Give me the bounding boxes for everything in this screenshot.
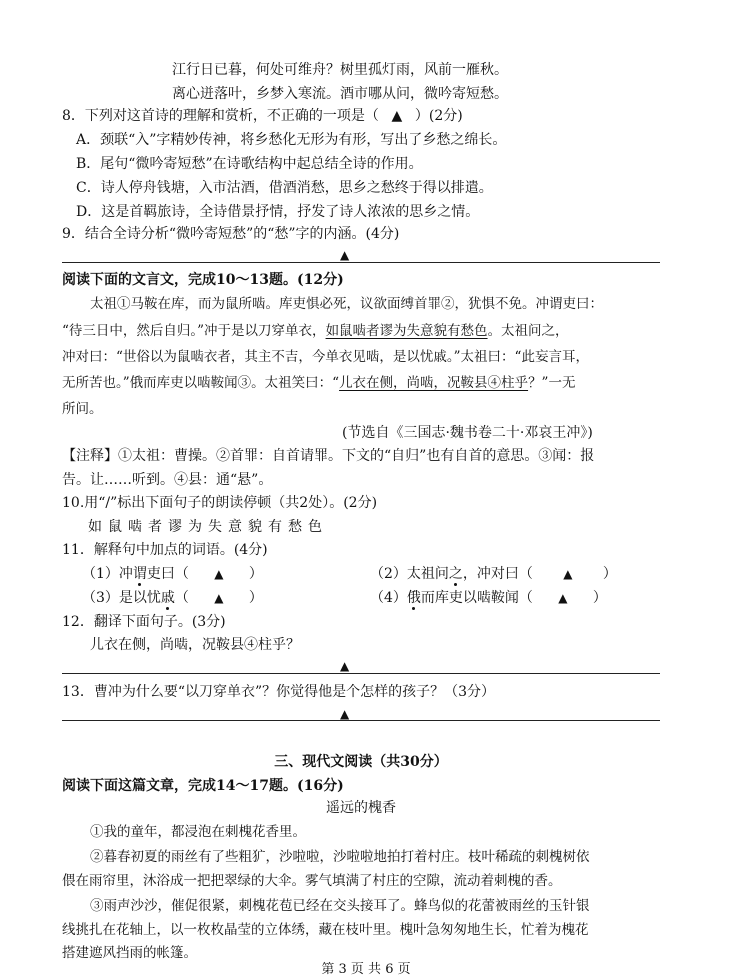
- article-paragraph-3-line-c: 搭建遮风挡雨的帐篷。: [62, 945, 197, 961]
- answer-mark: ▲: [340, 707, 350, 721]
- q11-item-4: [370, 588, 607, 608]
- item-text: ）: [248, 590, 263, 606]
- classical-note-1: 【注释】①太祖：曹操。②首罪：自首请罪。下文的“自归”也有自首的意思。③闻：报: [62, 448, 595, 464]
- classical-note-2: 告。让……听到。④县：通“悬”。: [62, 472, 273, 488]
- answer-mark: ▲: [391, 108, 403, 124]
- q8-option-b: B．尾句“微吟寄短愁”在诗歌结构中起总结全诗的作用。: [76, 156, 423, 172]
- poem-line-2: 离心迸落叶，乡梦入寒流。酒市哪从问，微吟寄短愁。: [172, 86, 508, 102]
- answer-mark: ▲: [340, 248, 350, 262]
- underlined-sentence: 儿衣在侧，尚啮，况鞍县④柱乎: [339, 375, 529, 391]
- section-title: 三、现代文阅读（共30分）: [274, 754, 448, 770]
- answer-line: [62, 262, 660, 263]
- item-text: （2）太祖问: [370, 566, 449, 582]
- item-text: （: [174, 590, 189, 606]
- question-9: 9．结合全诗分析“微吟寄短愁”的“愁”字的内涵。(4分): [62, 226, 400, 242]
- question-8-stem: 8．下列对这首诗的理解和赏析，不正确的一项是（: [62, 108, 379, 124]
- classical-p1-line-e: 所问。: [62, 401, 103, 417]
- poem-line-1: 江行日已暮，何处可维舟？树里孤灯雨，风前一雁秋。: [172, 62, 508, 78]
- article-paragraph-3-line-b: 线挑扎在花轴上，以一枚枚晶莹的立体绣，藏在枝叶里。槐叶急匆匆地生长，忙着为槐花: [62, 922, 589, 938]
- q8-option-c: C．诗人停舟钱塘，入市沽酒，借酒消愁，思乡之愁终于得以排遣。: [76, 180, 493, 196]
- item-text: 而库吏以啮鞍闻（: [420, 590, 533, 606]
- item-text: ）: [248, 566, 263, 582]
- answer-mark: ▲: [558, 591, 568, 605]
- page-number: 第 3 页 共 6 页: [321, 962, 411, 977]
- modern-heading: 阅读下面这篇文章，完成14～17题。(16分): [62, 778, 344, 794]
- question-11: 11．解释句中加点的词语。(4分): [62, 542, 268, 558]
- article-paragraph-2-line-a: ②暮春初夏的雨丝有了些粗犷，沙啦啦，沙啦啦地拍打着村庄。枝叶稀疏的刺槐树依: [90, 849, 590, 865]
- q12-sentence: 儿衣在侧，尚啮，况鞍县④柱乎？: [90, 637, 300, 653]
- answer-mark: ▲: [563, 567, 573, 581]
- dotted-word: 俄: [406, 590, 421, 606]
- q11-item-3: [82, 588, 263, 608]
- answer-line: [62, 673, 660, 674]
- question-12: 12．翻译下面句子。(3分): [62, 614, 226, 630]
- classical-text: ？”一无: [528, 375, 576, 391]
- classical-p1-line-d: [62, 373, 575, 393]
- item-text: （3）是以忧: [82, 590, 161, 606]
- q10-sentence: 如鼠啮者谬为失意貌有愁色: [88, 519, 328, 535]
- q11-item-2: [370, 564, 617, 584]
- classical-text: 无所苦也。”俄而库吏以啮鞍闻③。太祖笑曰：“: [62, 375, 340, 391]
- classical-text: 。太祖问之，: [487, 323, 569, 339]
- q8-option-a: A．颈联“入”字精妙传神，将乡愁化无形为有形，写出了乡愁之绵长。: [76, 132, 507, 148]
- answer-mark: ▲: [340, 659, 350, 673]
- answer-mark: ▲: [214, 567, 224, 581]
- item-text: ，冲对曰（: [462, 566, 533, 582]
- underlined-sentence: 如鼠啮者谬为失意貌有愁色: [325, 323, 488, 339]
- classical-p1-line-a: 太祖①马鞍在库，而为鼠所啮。库吏惧必死，议欲面缚首罪②，犹惧不免。冲谓吏曰：: [90, 296, 603, 312]
- answer-mark: ▲: [214, 591, 224, 605]
- article-paragraph-3-line-a: ③雨声沙沙，催促很紧，刺槐花苞已经在交头接耳了。蜂鸟似的花蕾被雨丝的玉针银: [90, 898, 590, 914]
- item-text: （1）冲: [82, 566, 133, 582]
- question-8: [62, 106, 463, 126]
- dotted-word: 之: [448, 566, 463, 582]
- article-title: 遥远的槐香: [326, 800, 396, 816]
- classical-source: (节选自《三国志·魏书卷二十·邓哀王冲》): [342, 425, 593, 441]
- q8-option-d: D．这是首羁旅诗，全诗借景抒情，抒发了诗人浓浓的思乡之情。: [76, 204, 480, 220]
- question-8-score: ）(2分): [414, 108, 463, 124]
- dotted-word: 谓: [132, 566, 147, 582]
- classical-text: “待三日中，然后自归。”冲于是以刀穿单衣，: [62, 323, 326, 339]
- dotted-word: 戚: [160, 590, 175, 606]
- question-10: 10.用“/”标出下面句子的朗读停顿（共2处）。(2分): [62, 495, 378, 511]
- answer-line: [62, 720, 660, 721]
- question-13: 13．曹冲为什么要“以刀穿单衣”？你觉得他是个怎样的孩子？（3分）: [62, 684, 496, 700]
- article-paragraph-1: ①我的童年，都浸泡在刺槐花香里。: [90, 824, 306, 840]
- q11-item-1: [82, 564, 263, 584]
- item-text: （4）: [370, 590, 407, 606]
- article-paragraph-2-line-b: 偎在雨帘里，沐浴成一把把翠绿的大伞。雾气填满了村庄的空隙，流动着刺槐的香。: [62, 873, 562, 889]
- item-text: 吏曰（: [146, 566, 189, 582]
- classical-p1-line-b: [62, 321, 569, 341]
- classical-heading: 阅读下面的文言文，完成10～13题。(12分): [62, 272, 344, 288]
- item-text: ）: [602, 566, 617, 582]
- item-text: ）: [592, 590, 607, 606]
- classical-p1-line-c: 冲对曰：“世俗以为鼠啮衣者，其主不吉，今单衣见啮，是以忧戚。”太祖曰：“此妄言耳，: [62, 349, 589, 365]
